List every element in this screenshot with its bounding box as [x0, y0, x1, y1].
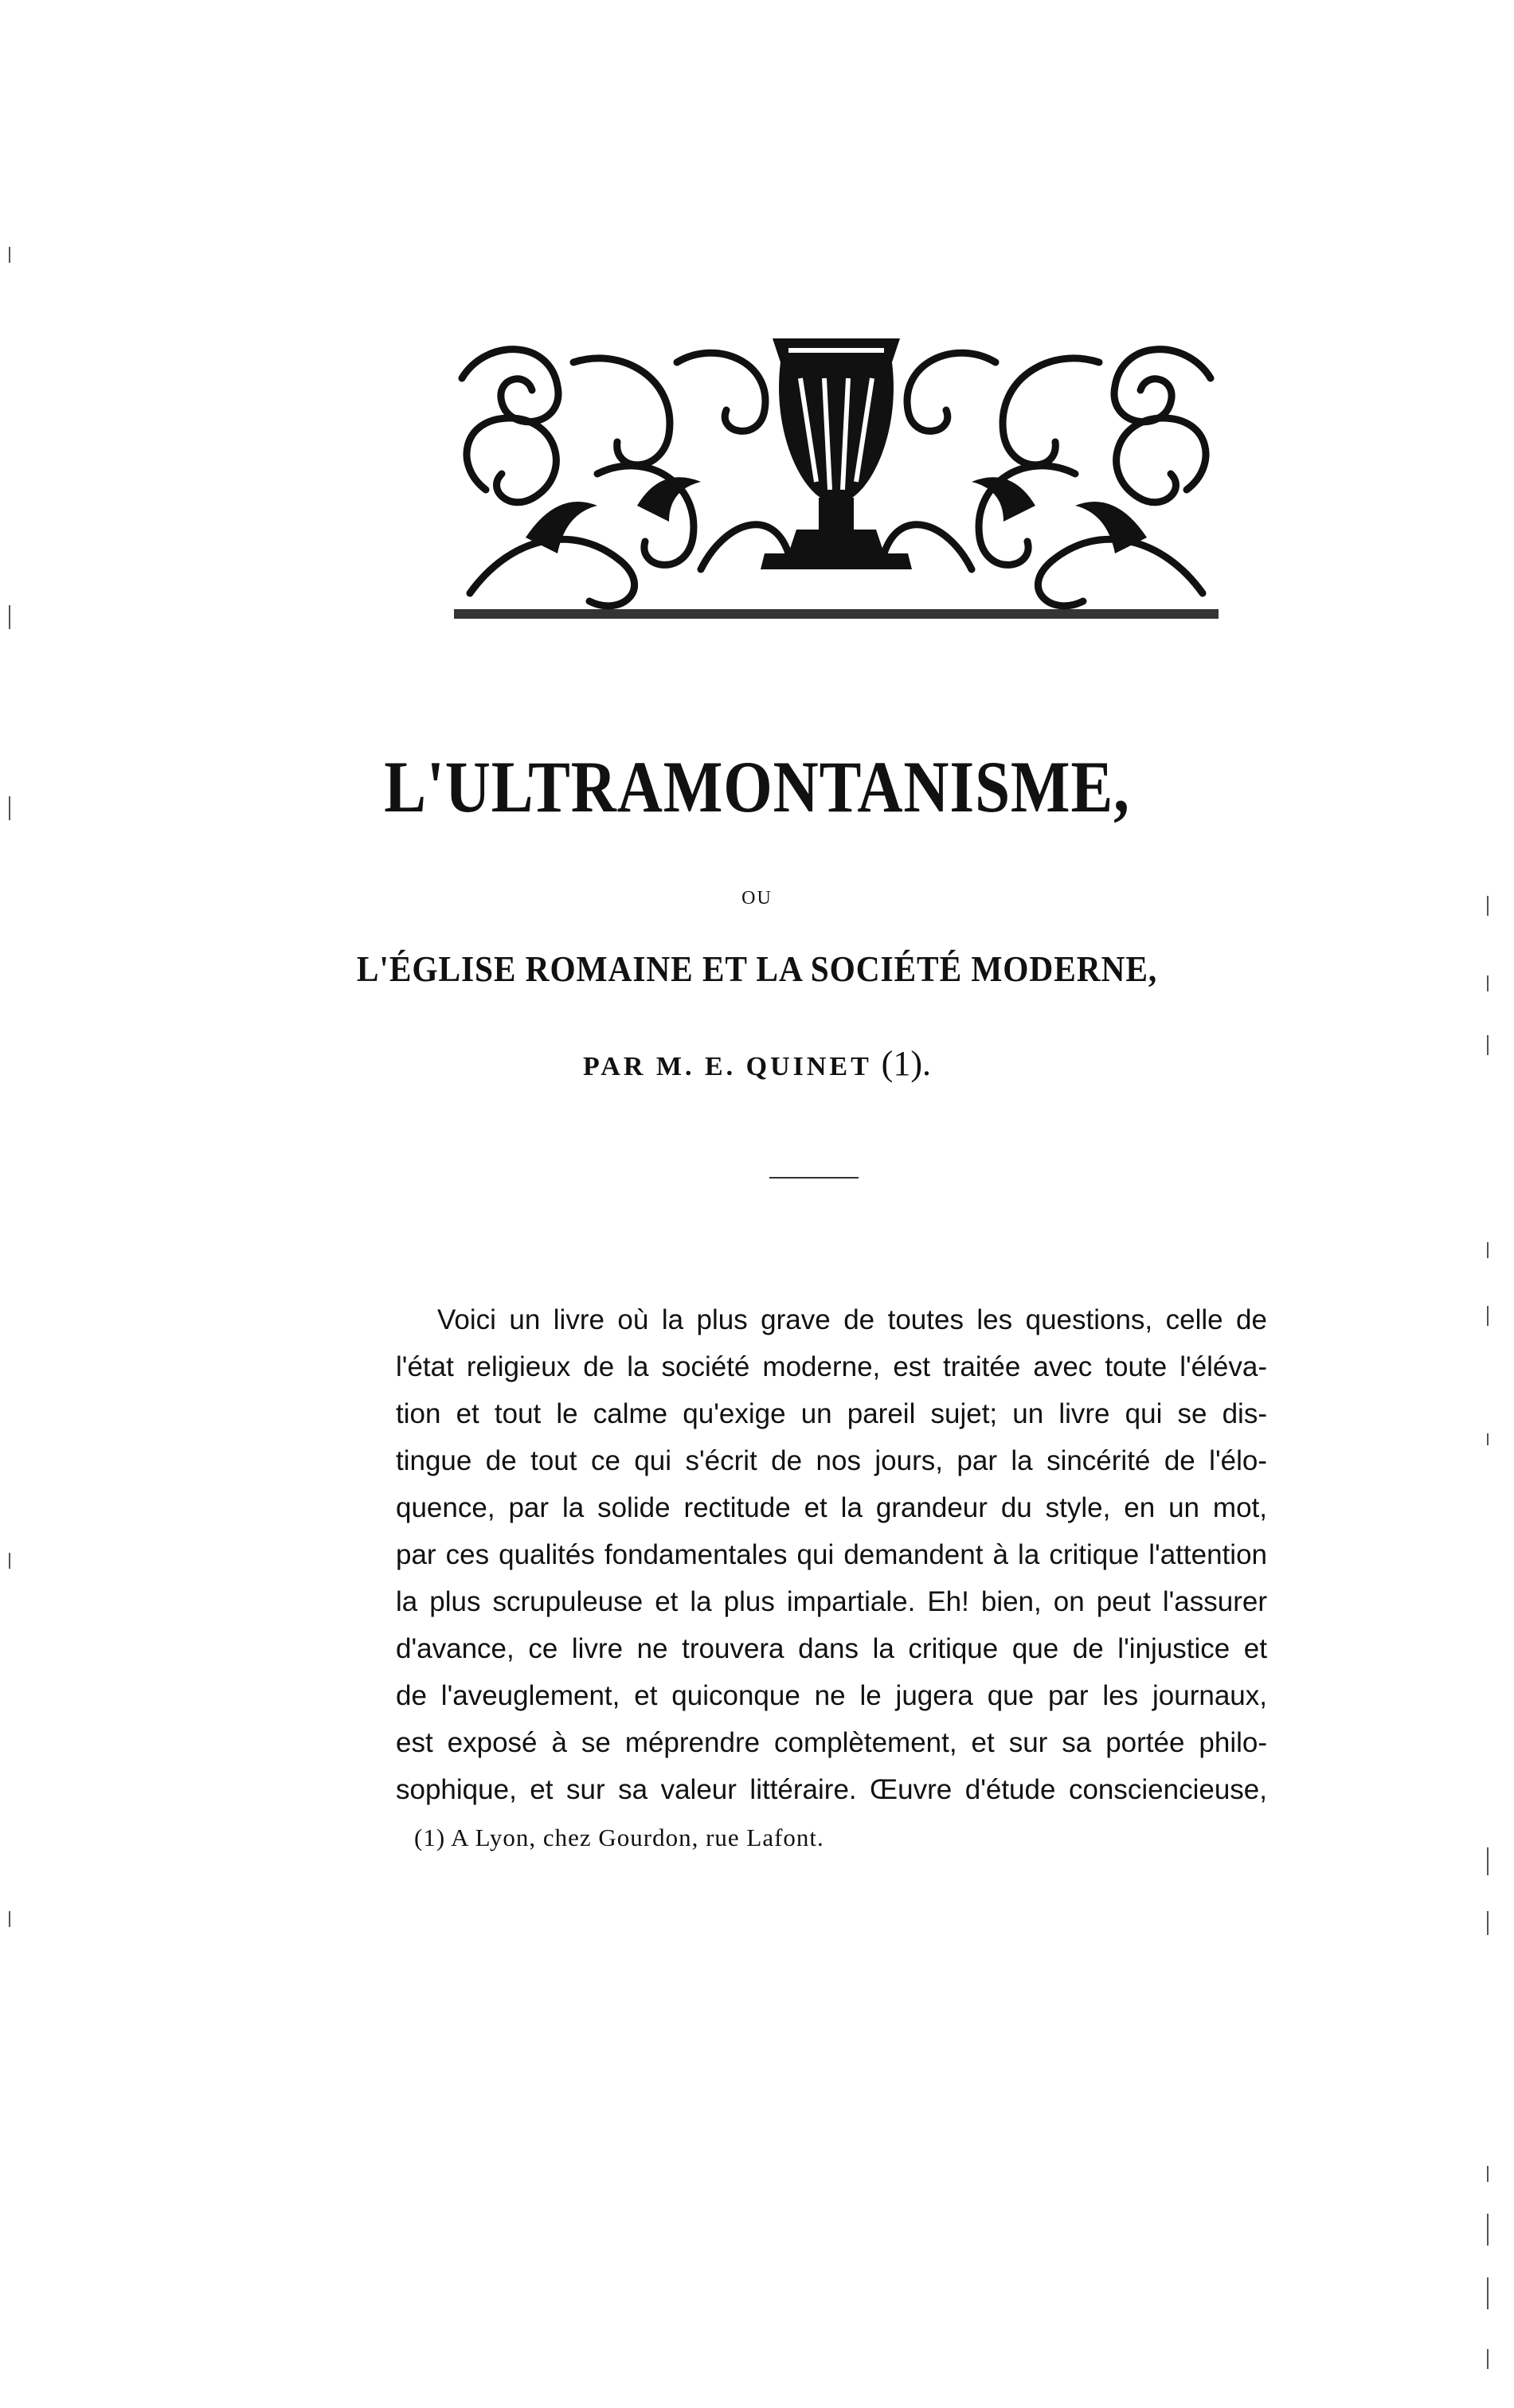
- author-name: PAR M. E. QUINET: [583, 1052, 872, 1081]
- text-line: d'avance, ce livre ne trouvera dans la critique que de l'injustice et: [396, 1633, 1267, 1664]
- footnote-reference: (1).: [881, 1044, 931, 1083]
- footnote: (1) A Lyon, chez Gourdon, rue Lafont.: [414, 1824, 824, 1851]
- text-line: de l'aveuglement, et quiconque ne le jugera que par les journaux,: [396, 1680, 1267, 1711]
- text-line: sophique, et sur sa valeur littéraire. Œuvre d'étude consciencieuse,: [396, 1774, 1267, 1805]
- title-conjunction: OU: [741, 888, 773, 909]
- text-line: par ces qualités fondamentales qui demandent à la critique l'attention: [396, 1539, 1267, 1570]
- scrollwork-vase-icon: [438, 330, 1234, 625]
- text-line: Voici un livre où la plus grave de toutes les questions, celle de: [437, 1304, 1267, 1335]
- text-line: tion et tout le calme qu'exige un pareil sujet; un livre qui se dis-: [396, 1398, 1267, 1429]
- page-title: L'ULTRAMONTANISME,: [384, 746, 1130, 827]
- text-line: quence, par la solide rectitude et la grandeur du style, en un mot,: [396, 1492, 1267, 1523]
- text-line: la plus scrupuleuse et la plus impartiale. Eh! bien, on peut l'assurer: [396, 1586, 1267, 1617]
- text-line: l'état religieux de la société moderne, est traitée avec toute l'éléva-: [396, 1351, 1267, 1382]
- body-paragraph: [396, 1296, 1267, 1813]
- text-line: est exposé à se méprendre complètement, et sur sa portée philo-: [396, 1727, 1267, 1758]
- text-line: tingue de tout ce qui s'écrit de nos jours, par la sincérité de l'élo-: [396, 1445, 1267, 1476]
- section-divider: [769, 1177, 859, 1179]
- author-line: [0, 1043, 1514, 1084]
- page-subtitle: L'ÉGLISE ROMAINE ET LA SOCIÉTÉ MODERNE,: [356, 948, 1158, 989]
